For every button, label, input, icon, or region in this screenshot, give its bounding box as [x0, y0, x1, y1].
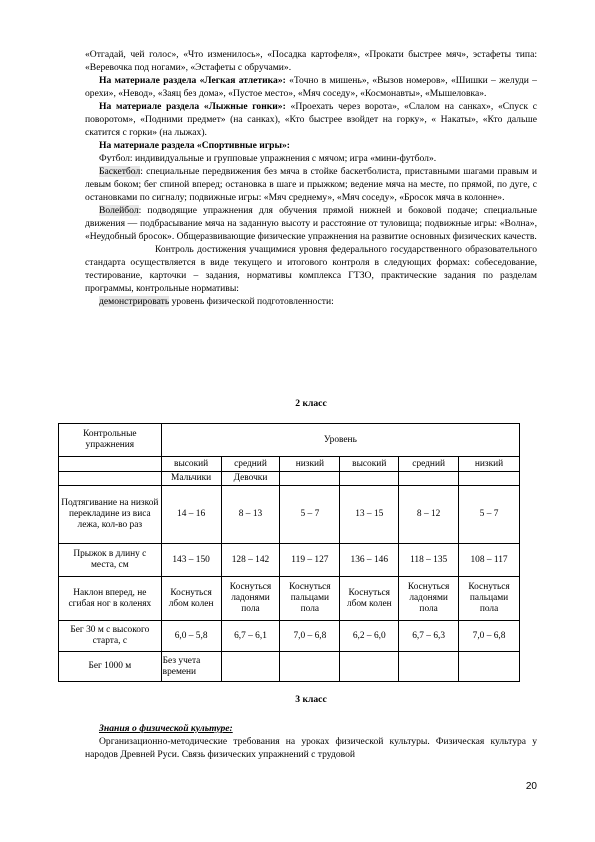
norm-cell: 119 – 127: [280, 544, 340, 577]
norm-cell: 108 – 117: [459, 544, 520, 577]
table-row: [59, 652, 520, 682]
norm-cell: 7,0 – 6,8: [459, 621, 520, 652]
demonstrate-text: уровень физической подготовленности:: [169, 296, 334, 307]
level-label: низкий: [459, 457, 520, 472]
sport-games-heading: На материале раздела «Спортивные игры»:: [99, 140, 290, 151]
basketball-term: Баскетбол: [99, 166, 141, 177]
levels-row: [59, 457, 520, 472]
level-header: Уровень: [161, 424, 519, 457]
table-row: [59, 621, 520, 652]
table-cell-empty: [59, 472, 162, 486]
norm-cell: 6,7 – 6,3: [399, 621, 459, 652]
knowledge-heading: Знания о физической культуре:: [99, 723, 233, 734]
norm-cell: 8 – 12: [399, 486, 459, 544]
exercise-name: Прыжок в длину с места, см: [59, 544, 162, 577]
norm-cell: 136 – 146: [340, 544, 399, 577]
level-label: средний: [399, 457, 459, 472]
table-row: [59, 544, 520, 577]
norm-cell: 5 – 7: [459, 486, 520, 544]
norm-cell: 6,0 – 5,8: [161, 621, 221, 652]
grade-3-title: 3 класс: [295, 694, 327, 705]
table-header-row: [59, 424, 520, 457]
knowledge-paragraph: Организационно-методические требования на уроках физической культуры. Физическая культура у народов Древней Руси. Связь физических упражнений с трудовой: [85, 736, 537, 760]
norm-cell: 143 – 150: [161, 544, 221, 577]
level-label: низкий: [280, 457, 340, 472]
ski-heading: На материале раздела «Лыжные гонки»:: [99, 101, 286, 112]
exercise-column-header: Контрольные упражнения: [59, 424, 162, 457]
norm-cell: [221, 652, 280, 682]
norm-cell: 6,7 – 6,1: [221, 621, 280, 652]
exercise-name: Наклон вперед, не сгибая ног в коленях: [59, 577, 162, 621]
body-text-top: [85, 48, 537, 308]
intro-paragraph: «Отгадай, чей голос», «Что изменилось», «Посадка картофеля», «Прокати быстрее мяч», эстафеты типа: «Веревочка под ногами», «Эстафеты с обручами».: [85, 49, 537, 73]
control-paragraph: Контроль достижения учащимися уровня федерального государственного образовательного стандарта осуществляется в виде текущего и итогового контроля в следующих формах: собеседование, тестирование, карточки – задания, нормативы комплекса ГТЗО, практические задания по разделам программы, контрольные нормативы:: [85, 244, 537, 294]
level-label: высокий: [161, 457, 221, 472]
norm-cell: 5 – 7: [280, 486, 340, 544]
table-cell-empty: [399, 472, 459, 486]
table-cell-empty: [59, 457, 162, 472]
athletics-paragraph: [85, 74, 537, 100]
norm-cell: Коснуться ладонями пола: [399, 577, 459, 621]
exercise-name: Бег 30 м с высокого старта, с: [59, 621, 162, 652]
norm-cell: 7,0 – 6,8: [280, 621, 340, 652]
norm-cell: [399, 652, 459, 682]
norm-cell: [459, 652, 520, 682]
norm-cell: Коснуться ладонями пола: [221, 577, 280, 621]
norm-cell: [280, 652, 340, 682]
table-row: [59, 486, 520, 544]
volleyball-paragraph: [85, 204, 537, 243]
level-label: средний: [221, 457, 280, 472]
page-number: 20: [525, 781, 537, 792]
norm-cell: Коснуться пальцами пола: [459, 577, 520, 621]
norms-table: [58, 423, 520, 682]
girls-label: Девочки: [221, 472, 280, 486]
norm-cell: 13 – 15: [340, 486, 399, 544]
grade-3-section: [85, 722, 537, 761]
volleyball-term: Волейбол: [99, 205, 139, 216]
exercise-name: Подтягивание на низкой перекладине из виса лежа, кол-во раз: [59, 486, 162, 544]
norm-cell: Коснуться лбом колен: [161, 577, 221, 621]
norm-cell: Без учета времени: [161, 652, 221, 682]
football-paragraph: Футбол: индивидуальные и групповые упражнения с мячом; игра «мини-футбол».: [99, 153, 437, 164]
table-cell-empty: [459, 472, 520, 486]
athletics-text: «Точно в мишень», «Вызов номеров», «Шишки – желуди – орехи», «Невод», «Заяц без дома», «Пустое место», «Мяч соседу», «Космонавты», «Мышеловка».: [85, 75, 537, 99]
athletics-heading: На материале раздела «Легкая атлетика»:: [99, 75, 286, 86]
norm-cell: 14 – 16: [161, 486, 221, 544]
table-row: [59, 577, 520, 621]
volleyball-text: : подводящие упражнения для обучения прямой нижней и боковой подаче; специальные движения — подбрасывание мяча на заданную высоту и расстояние от туловища; подвижные игры: «Волна», «Неудобный бросок». Общеразвивающие физические упражнения на развитие основных физических качеств.: [85, 205, 537, 242]
norm-cell: 128 – 142: [221, 544, 280, 577]
ski-paragraph: [85, 100, 537, 139]
demonstrate-paragraph: [85, 295, 537, 308]
level-label: высокий: [340, 457, 399, 472]
boys-label: Мальчики: [161, 472, 221, 486]
grade-2-title: 2 класс: [295, 398, 327, 409]
exercise-name: Бег 1000 м: [59, 652, 162, 682]
demonstrate-term: демонстрировать: [99, 296, 170, 307]
norm-cell: [340, 652, 399, 682]
table-cell-empty: [340, 472, 399, 486]
norm-cell: 6,2 – 6,0: [340, 621, 399, 652]
ski-text: «Проехать через ворота», «Слалом на санках», «Спуск с поворотом», «Подними предмет» (на санках), «Кто быстрее взойдет на горку», « Накаты», «Кто дальше скатится с горки» (на лыжах).: [85, 101, 537, 138]
norm-cell: 118 – 135: [399, 544, 459, 577]
norm-cell: Коснуться пальцами пола: [280, 577, 340, 621]
basketball-paragraph: [85, 165, 537, 204]
gender-row: [59, 472, 520, 486]
norm-cell: Коснуться лбом колен: [340, 577, 399, 621]
norm-cell: 8 – 13: [221, 486, 280, 544]
basketball-text: : специальные передвижения без мяча в стойке баскетболиста, приставными шагами правым и левым боком; бег спиной вперед; остановка в шаге и прыжком; ведение мяча на месте, по прямой, по дуге, с остановками по сигналу; подвижные игры: «Мяч среднему», «Мяч соседу», «Бросок мяча в колонне».: [85, 166, 537, 203]
table-cell-empty: [280, 472, 340, 486]
